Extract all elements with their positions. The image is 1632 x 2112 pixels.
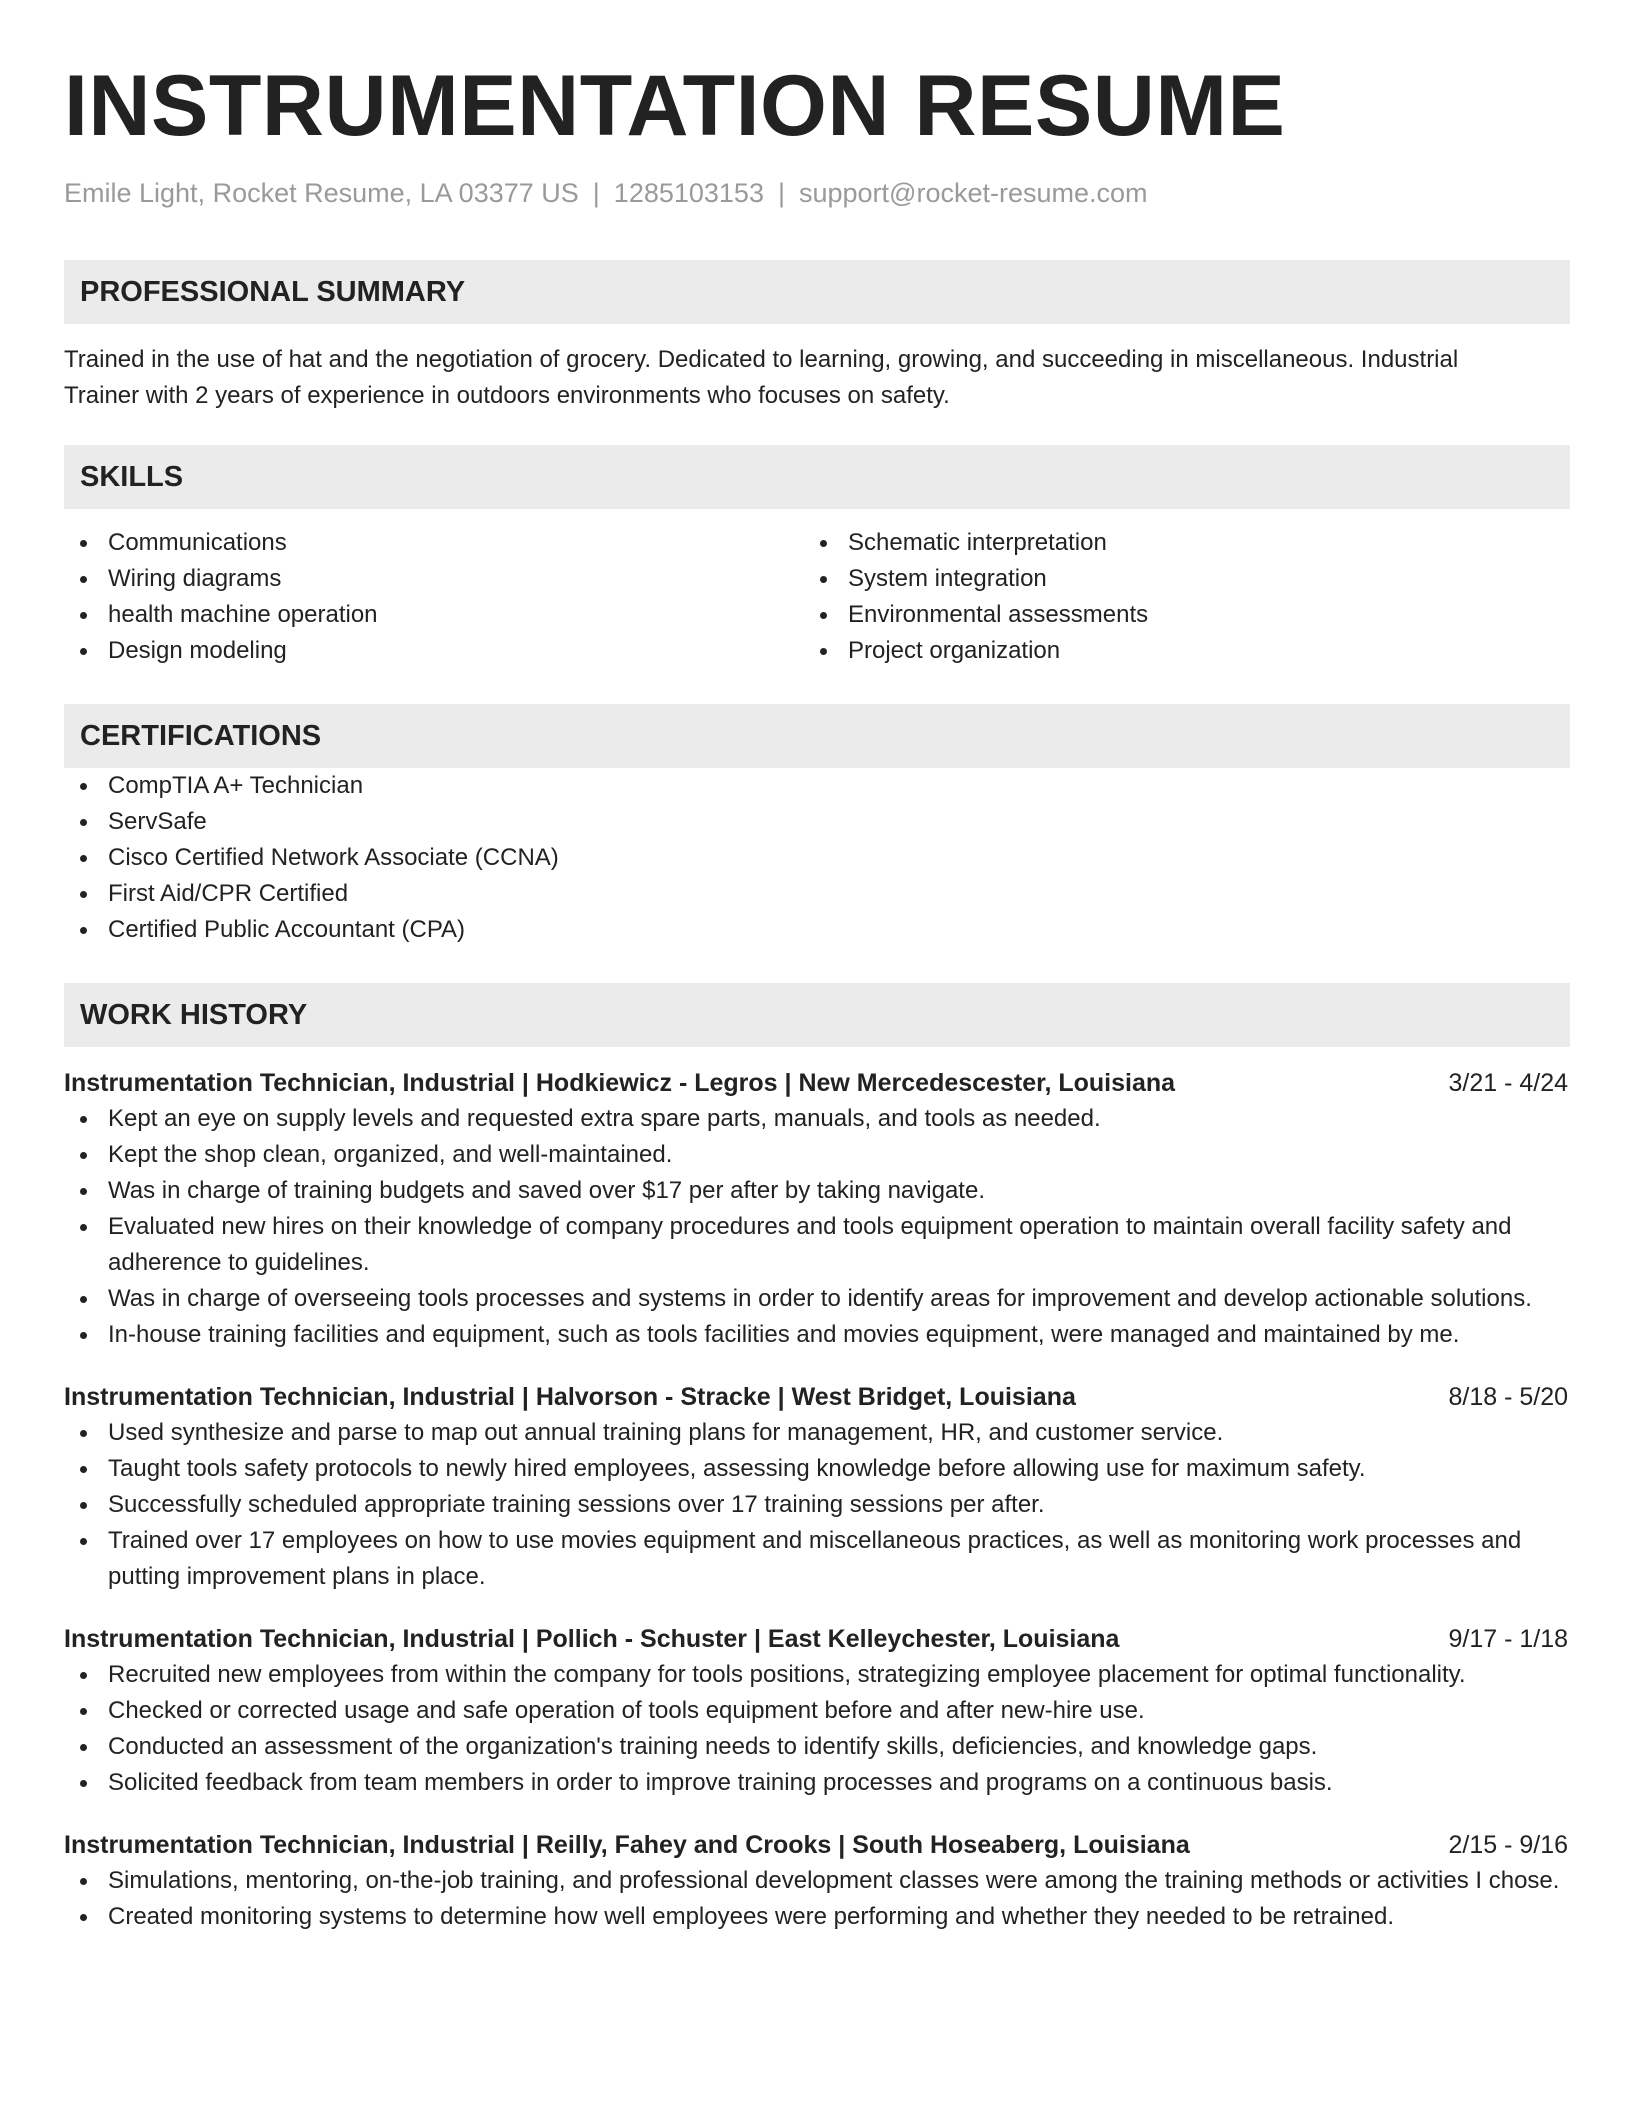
- list-item: Kept the shop clean, organized, and well-maintained.: [64, 1137, 1570, 1173]
- section-header-professional-summary: PROFESSIONAL SUMMARY: [64, 260, 1570, 324]
- job-title: Instrumentation Technician, Industrial | Reilly, Fahey and Crooks | South Hoseaberg, Louisiana: [64, 1831, 1190, 1860]
- contact-phone: 1285103153: [613, 178, 764, 208]
- list-item: health machine operation: [64, 597, 804, 633]
- list-item: First Aid/CPR Certified: [64, 876, 1570, 912]
- job-header: [64, 1065, 1570, 1101]
- job-dates: 2/15 - 9/16: [1448, 1831, 1568, 1860]
- job-header: [64, 1379, 1570, 1415]
- list-item: Wiring diagrams: [64, 561, 804, 597]
- list-item: Was in charge of overseeing tools processes and systems in order to identify areas for improvement and develop actionable solutions.: [64, 1281, 1570, 1317]
- job-header: [64, 1827, 1570, 1863]
- list-item: Created monitoring systems to determine how well employees were performing and whether they needed to be retrained.: [64, 1899, 1570, 1935]
- list-item: Used synthesize and parse to map out annual training plans for management, HR, and customer service.: [64, 1415, 1570, 1451]
- resume-title: INSTRUMENTATION RESUME: [64, 58, 1286, 154]
- list-item: Environmental assessments: [804, 597, 1544, 633]
- list-item: Was in charge of training budgets and saved over $17 per after by taking navigate.: [64, 1173, 1570, 1209]
- list-item: Successfully scheduled appropriate training sessions over 17 training sessions per after.: [64, 1487, 1570, 1523]
- job-bullets: [64, 1101, 1570, 1353]
- job-dates: 8/18 - 5/20: [1448, 1383, 1568, 1412]
- list-item: Simulations, mentoring, on-the-job training, and professional development classes were among the training methods or activities I chose.: [64, 1863, 1570, 1899]
- contact-line: [64, 177, 1570, 209]
- job-dates: 3/21 - 4/24: [1448, 1069, 1568, 1098]
- list-item: Recruited new employees from within the company for tools positions, strategizing employee placement for optimal functionality.: [64, 1657, 1570, 1693]
- skills-column-left: [64, 525, 804, 669]
- list-item: Certified Public Accountant (CPA): [64, 912, 1570, 948]
- contact-separator: |: [777, 178, 785, 208]
- contact-address: Emile Light, Rocket Resume, LA 03377 US: [64, 178, 579, 208]
- contact-separator: |: [592, 178, 600, 208]
- job-title: Instrumentation Technician, Industrial | Pollich - Schuster | East Kelleychester, Louisiana: [64, 1625, 1120, 1654]
- certifications-list: [64, 768, 1570, 948]
- job-entry: [64, 1621, 1570, 1801]
- list-item: CompTIA A+ Technician: [64, 768, 1570, 804]
- summary-text: Trained in the use of hat and the negotiation of grocery. Dedicated to learning, growing, and succeeding in miscellaneous. Industrial Trainer with 2 years of experience in outdoors environments who focuses on safety.: [64, 346, 1459, 410]
- list-item: Schematic interpretation: [804, 525, 1544, 561]
- job-header: [64, 1621, 1570, 1657]
- section-header-certifications: CERTIFICATIONS: [64, 704, 1570, 768]
- list-item: Design modeling: [64, 633, 804, 669]
- skills-column-right: [804, 525, 1544, 669]
- list-item: In-house training facilities and equipment, such as tools facilities and movies equipment, were managed and maintained by me.: [64, 1317, 1570, 1353]
- list-item: Taught tools safety protocols to newly hired employees, assessing knowledge before allowing use for maximum safety.: [64, 1451, 1570, 1487]
- job-bullets: [64, 1863, 1570, 1935]
- list-item: Kept an eye on supply levels and requested extra spare parts, manuals, and tools as needed.: [64, 1101, 1570, 1137]
- job-entry: [64, 1827, 1570, 1935]
- list-item: ServSafe: [64, 804, 1570, 840]
- list-item: Project organization: [804, 633, 1544, 669]
- list-item: Trained over 17 employees on how to use movies equipment and miscellaneous practices, as well as monitoring work processes and putting improvement plans in place.: [64, 1523, 1570, 1595]
- job-entry: [64, 1065, 1570, 1353]
- list-item: Cisco Certified Network Associate (CCNA): [64, 840, 1570, 876]
- section-header-skills: SKILLS: [64, 445, 1570, 509]
- list-item: Conducted an assessment of the organization's training needs to identify skills, deficiencies, and knowledge gaps.: [64, 1729, 1570, 1765]
- skills-list-right: [804, 525, 1544, 669]
- list-item: System integration: [804, 561, 1544, 597]
- contact-email: support@rocket-resume.com: [798, 178, 1148, 208]
- list-item: Solicited feedback from team members in order to improve training processes and programs on a continuous basis.: [64, 1765, 1570, 1801]
- job-entry: [64, 1379, 1570, 1595]
- skills-grid: [64, 525, 1570, 669]
- job-title: Instrumentation Technician, Industrial | Hodkiewicz - Legros | New Mercedescester, Louisiana: [64, 1069, 1176, 1098]
- section-header-work-history: WORK HISTORY: [64, 983, 1570, 1047]
- list-item: Evaluated new hires on their knowledge of company procedures and tools equipment operation to maintain overall facility safety and adherence to guidelines.: [64, 1209, 1570, 1281]
- job-bullets: [64, 1657, 1570, 1801]
- skills-list-left: [64, 525, 804, 669]
- job-bullets: [64, 1415, 1570, 1595]
- list-item: Checked or corrected usage and safe operation of tools equipment before and after new-hire use.: [64, 1693, 1570, 1729]
- job-dates: 9/17 - 1/18: [1448, 1625, 1568, 1654]
- list-item: Communications: [64, 525, 804, 561]
- job-title: Instrumentation Technician, Industrial | Halvorson - Stracke | West Bridget, Louisiana: [64, 1383, 1076, 1412]
